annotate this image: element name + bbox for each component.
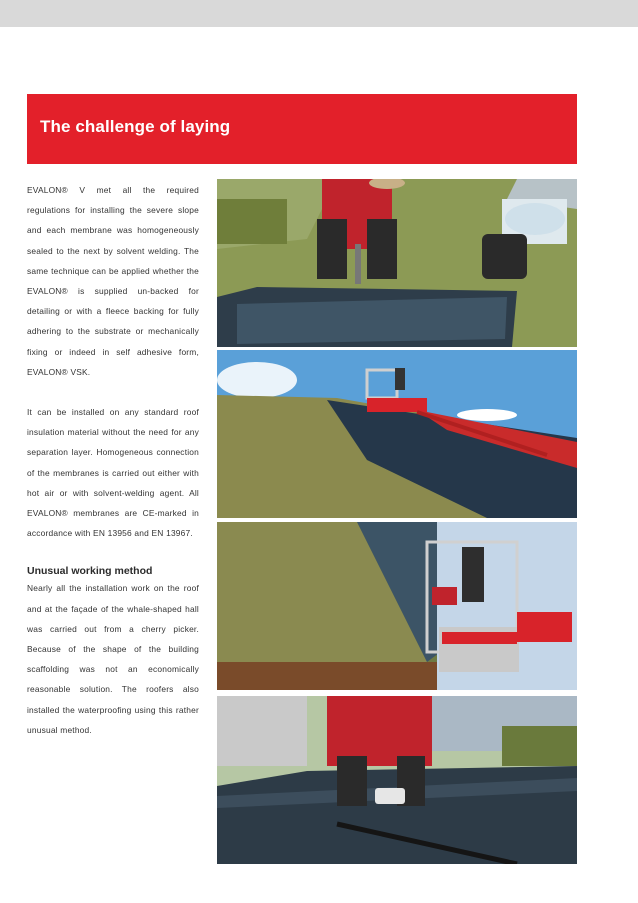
page-title: The challenge of laying bbox=[40, 117, 231, 136]
workers-in-cherry-picker-photo bbox=[217, 522, 577, 690]
hands-sealing-seam-photo bbox=[217, 696, 577, 864]
text-column bbox=[27, 180, 199, 740]
worker-welding-membrane-photo bbox=[217, 179, 577, 347]
cherry-picker-on-roof-photo bbox=[217, 350, 577, 518]
paragraph-3: Nearly all the installation work on the roof and at the façade of the whale-shaped hall was carried out from a cherry picker. Because of the shape of the building scaffolding was not an economically reasonable solution. The roofers also installed the waterproofing using this rather unusual method. bbox=[27, 583, 199, 735]
paragraph-2: It can be installed on any standard roof insulation material without the need for any separation layer. Homogeneous connection of the membranes is carried out either with hot air or with solvent-welding agent. All EVALON® membranes are CE-marked in accordance with EN 13956 and EN 13967. bbox=[27, 407, 199, 539]
section-heading: Unusual working method bbox=[27, 565, 153, 578]
top-bar bbox=[0, 0, 638, 27]
paragraph-1: EVALON® V met all the required regulations for installing the severe slope and each membrane was homogeneously sealed to the next by solvent welding. The same technique can be applied whether the EVALON® is supplied un-backed for detailing or with a fleece backing for fully adhering to the substrate or mechanically fixing or indeed in self adhesive form, EVALON® VSK. bbox=[27, 185, 199, 377]
section-banner bbox=[27, 94, 577, 164]
